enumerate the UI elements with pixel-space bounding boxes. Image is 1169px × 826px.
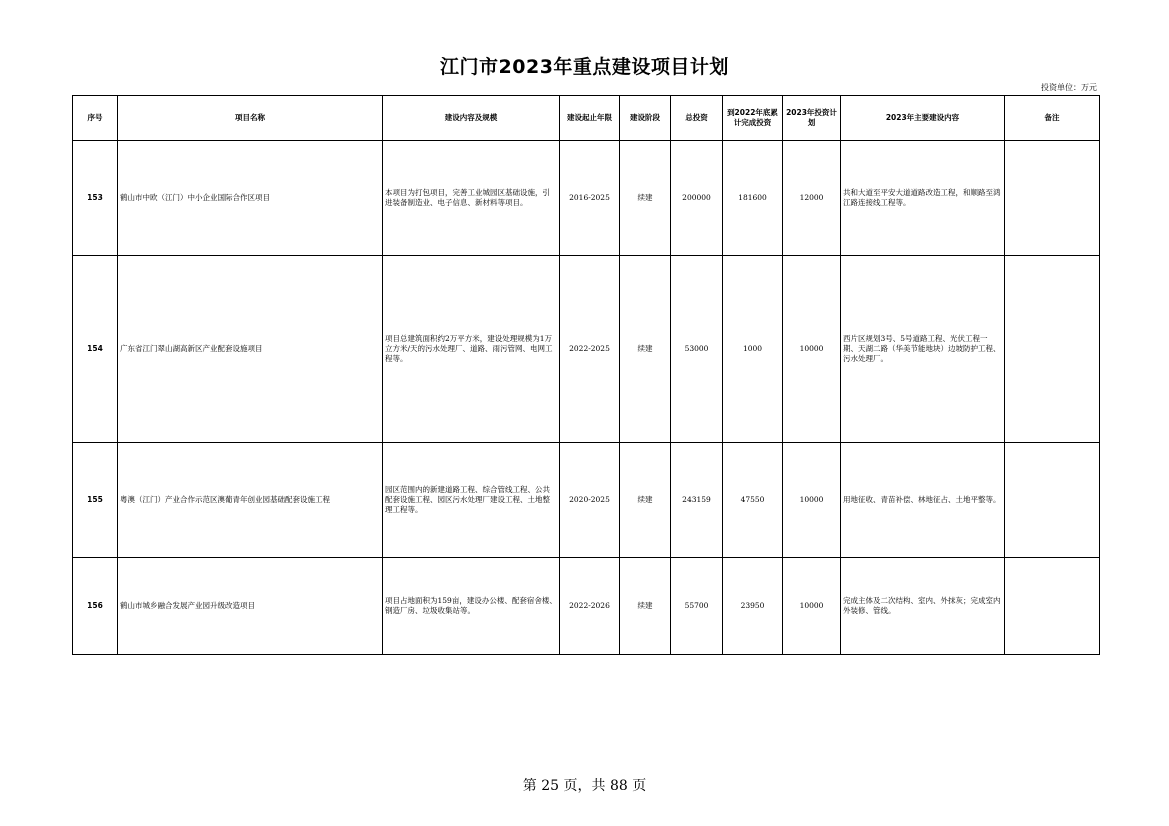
cell-period: 2016-2025: [560, 141, 620, 256]
header-project-name: 项目名称: [118, 96, 383, 141]
table-header-row: [73, 96, 1100, 141]
cell-seq: 155: [73, 443, 118, 558]
project-plan-table: [72, 95, 1100, 655]
cell-content-2023: 用地征收、青苗补偿、林地征占、土地平整等。: [841, 443, 1005, 558]
cell-remark: [1005, 558, 1100, 655]
cell-stage: 续建: [620, 443, 671, 558]
cell-scale: 本项目为打包项目，完善工业城园区基础设施，引进装备制造业、电子信息、新材料等项目。: [383, 141, 560, 256]
cell-scale: 项目占地面积为159亩，建设办公楼、配套宿舍楼、钢造厂房、垃圾收集站等。: [383, 558, 560, 655]
header-remark: 备注: [1005, 96, 1100, 141]
cell-stage: 续建: [620, 141, 671, 256]
header-scale: 建设内容及规模: [383, 96, 560, 141]
header-content-2023: 2023年主要建设内容: [841, 96, 1005, 141]
cell-stage: 续建: [620, 256, 671, 443]
document-title: 江门市2023年重点建设项目计划: [440, 56, 729, 78]
cell-remark: [1005, 141, 1100, 256]
cell-stage: 续建: [620, 558, 671, 655]
header-seq: 序号: [73, 96, 118, 141]
cell-completed-2022: 23950: [723, 558, 783, 655]
cell-scale: 项目总建筑面积约2万平方米，建设处理规模为1万立方米/天的污水处理厂、道路、雨污管网、电网工程等。: [383, 256, 560, 443]
cell-content-2023: 共和大道至平安大道道路改造工程，和顺路至鸿江路连接线工程等。: [841, 141, 1005, 256]
header-total-investment: 总投资: [671, 96, 723, 141]
cell-project-name: 鹤山市城乡融合发展产业园升级改造项目: [118, 558, 383, 655]
table-row: [73, 141, 1100, 256]
cell-project-name: 粤澳（江门）产业合作示范区澳葡青年创业园基础配套设施工程: [118, 443, 383, 558]
cell-plan-2023: 10000: [783, 558, 841, 655]
cell-scale: 园区范围内的新建道路工程、综合管线工程、公共配套设施工程、园区污水处理厂建设工程、土地整理工程等。: [383, 443, 560, 558]
header-plan-2023: 2023年投资计划: [783, 96, 841, 141]
cell-period: 2022-2026: [560, 558, 620, 655]
header-stage: 建设阶段: [620, 96, 671, 141]
cell-completed-2022: 1000: [723, 256, 783, 443]
cell-project-name: 鹤山市中欧（江门）中小企业国际合作区项目: [118, 141, 383, 256]
header-completed-2022: 到2022年底累计完成投资: [723, 96, 783, 141]
cell-total-investment: 200000: [671, 141, 723, 256]
cell-total-investment: 55700: [671, 558, 723, 655]
table-row: [73, 443, 1100, 558]
cell-total-investment: 243159: [671, 443, 723, 558]
table-row: [73, 558, 1100, 655]
cell-completed-2022: 181600: [723, 141, 783, 256]
table-row: [73, 256, 1100, 443]
cell-plan-2023: 12000: [783, 141, 841, 256]
cell-content-2023: 完成主体及二次结构、室内、外抹灰；完成室内外装修、管线。: [841, 558, 1005, 655]
cell-period: 2022-2025: [560, 256, 620, 443]
cell-period: 2020-2025: [560, 443, 620, 558]
investment-unit-label: 投资单位：万元: [1041, 83, 1097, 92]
cell-completed-2022: 47550: [723, 443, 783, 558]
cell-project-name: 广东省江门翠山湖高新区产业配套设施项目: [118, 256, 383, 443]
header-period: 建设起止年限: [560, 96, 620, 141]
cell-total-investment: 53000: [671, 256, 723, 443]
cell-seq: 154: [73, 256, 118, 443]
cell-plan-2023: 10000: [783, 443, 841, 558]
page-number-footer: 第 25 页，共 88 页: [522, 778, 647, 794]
cell-content-2023: 西片区规划3号、5号道路工程、光伏工程一期、天湖二路（华美节能地块）边坡防护工程、污水处理厂。: [841, 256, 1005, 443]
cell-remark: [1005, 256, 1100, 443]
cell-plan-2023: 10000: [783, 256, 841, 443]
cell-remark: [1005, 443, 1100, 558]
cell-seq: 153: [73, 141, 118, 256]
cell-seq: 156: [73, 558, 118, 655]
